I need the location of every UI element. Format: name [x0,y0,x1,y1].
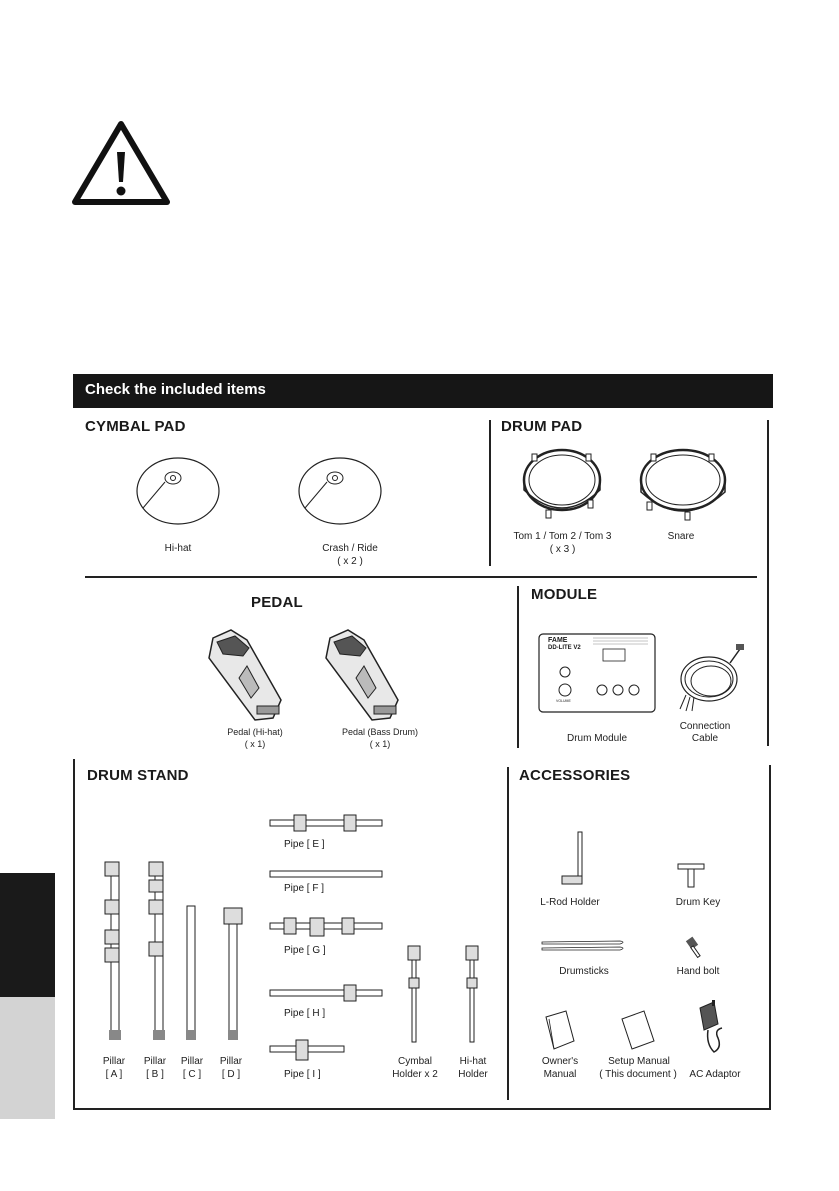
setup-manual-label: Setup Manual [608,1056,670,1067]
divider [73,759,75,1109]
pipe-f-label: Pipe [ F ] [284,883,325,894]
divider [85,576,757,578]
hihat-pedal-label: Pedal (Hi-hat) [227,727,283,737]
pipe-e-label: Pipe [ E ] [284,839,325,850]
drum-key-label: Drum Key [675,897,721,908]
l-rod-holder-label: L-Rod Holder [540,897,600,908]
hihat-holder-label: Hi-hat [459,1056,487,1067]
accessories-title: ACCESSORIES [519,767,631,784]
hand-bolt-icon [684,936,708,960]
hihat-pedal-qty: ( x 1) [244,739,266,749]
pipe-i-icon [268,1038,346,1062]
pipe-h-icon [268,982,384,1004]
warning-triangle-icon [70,118,172,206]
cymbal-holder-icon [404,944,424,1044]
drum-pad-title: DRUM PAD [501,418,583,435]
setup-manual-icon [620,1009,656,1051]
module-title: MODULE [531,586,598,603]
connection-cable-icon [676,641,748,711]
divider [517,586,519,748]
cymbal-pad-title: CYMBAL PAD [85,418,186,435]
hand-bolt-label: Hand bolt [676,966,720,977]
pipe-f-icon [268,868,384,880]
bass-pedal-label: Pedal (Bass Drum) [341,727,419,737]
pillar-d-label: Pillar [219,1056,243,1067]
pillar-a-label: Pillar [102,1056,126,1067]
pipe-g-label: Pipe [ G ] [284,945,326,956]
pillar-d-icon [222,904,244,1044]
snare-label: Snare [667,531,695,542]
tom-pad-icon [520,446,604,524]
pipe-i-label: Pipe [ I ] [284,1069,321,1080]
tom-label: Tom 1 / Tom 2 / Tom 3 [513,531,612,542]
drumsticks-label: Drumsticks [559,966,609,977]
owners-manual-label: Owner's [541,1056,579,1067]
setup-manual-label-2: ( This document ) [599,1069,677,1080]
module-brand: FAME [548,637,568,644]
ac-adaptor-label: AC Adaptor [689,1069,741,1080]
cymbal-holder-label: Cymbal [398,1056,432,1067]
pillar-b-label: Pillar [143,1056,167,1067]
drum-stand-title: DRUM STAND [87,767,189,784]
snare-pad-icon [637,446,729,526]
pedal-title: PEDAL [251,594,303,611]
divider [489,420,491,566]
pipe-h-label: Pipe [ H ] [284,1008,326,1019]
cable-label-2: Cable [691,733,719,744]
hihat-cymbal-icon [135,456,221,526]
drum-key-icon [676,861,706,889]
divider [73,1108,771,1110]
pillar-a-id: [ A ] [105,1069,123,1080]
hihat-holder-label-2: Holder [458,1069,488,1080]
cable-label: Connection [679,721,731,732]
pillar-b-icon [144,858,174,1044]
cymbal-holder-qty: Holder x 2 [392,1069,438,1080]
pipe-g-icon [268,915,384,939]
pillar-c-id: [ C ] [182,1069,202,1080]
pillar-b-id: [ B ] [146,1069,164,1080]
ac-adaptor-icon [692,998,732,1056]
hihat-label: Hi-hat [164,543,192,554]
hihat-pedal-icon [203,626,285,722]
pillar-d-id: [ D ] [221,1069,241,1080]
drumsticks-icon [540,938,628,954]
pillar-a-icon [100,858,130,1044]
module-model: DD-LITE V2 [548,645,581,651]
pillar-c-icon [184,902,198,1044]
pillar-c-label: Pillar [180,1056,204,1067]
drum-module-label: Drum Module [566,733,628,744]
owners-manual-icon [542,1009,578,1051]
banner-title: Check the included items [85,381,266,398]
side-tab-dark [0,873,55,997]
bass-pedal-icon [320,626,402,722]
divider [769,765,771,1108]
tom-qty: ( x 3 ) [549,544,576,555]
bass-pedal-qty: ( x 1) [369,739,391,749]
crash-cymbal-icon [297,456,383,526]
pipe-e-icon [268,812,384,834]
side-tab-light [0,997,55,1119]
crash-qty: ( x 2 ) [337,556,363,567]
divider [507,767,509,1100]
owners-manual-label-2: Manual [543,1069,577,1080]
divider [767,420,769,746]
crash-label: Crash / Ride [322,543,378,554]
module-volume: VOLUME [556,699,571,703]
hihat-holder-icon [462,944,482,1044]
l-rod-holder-icon [558,830,592,888]
